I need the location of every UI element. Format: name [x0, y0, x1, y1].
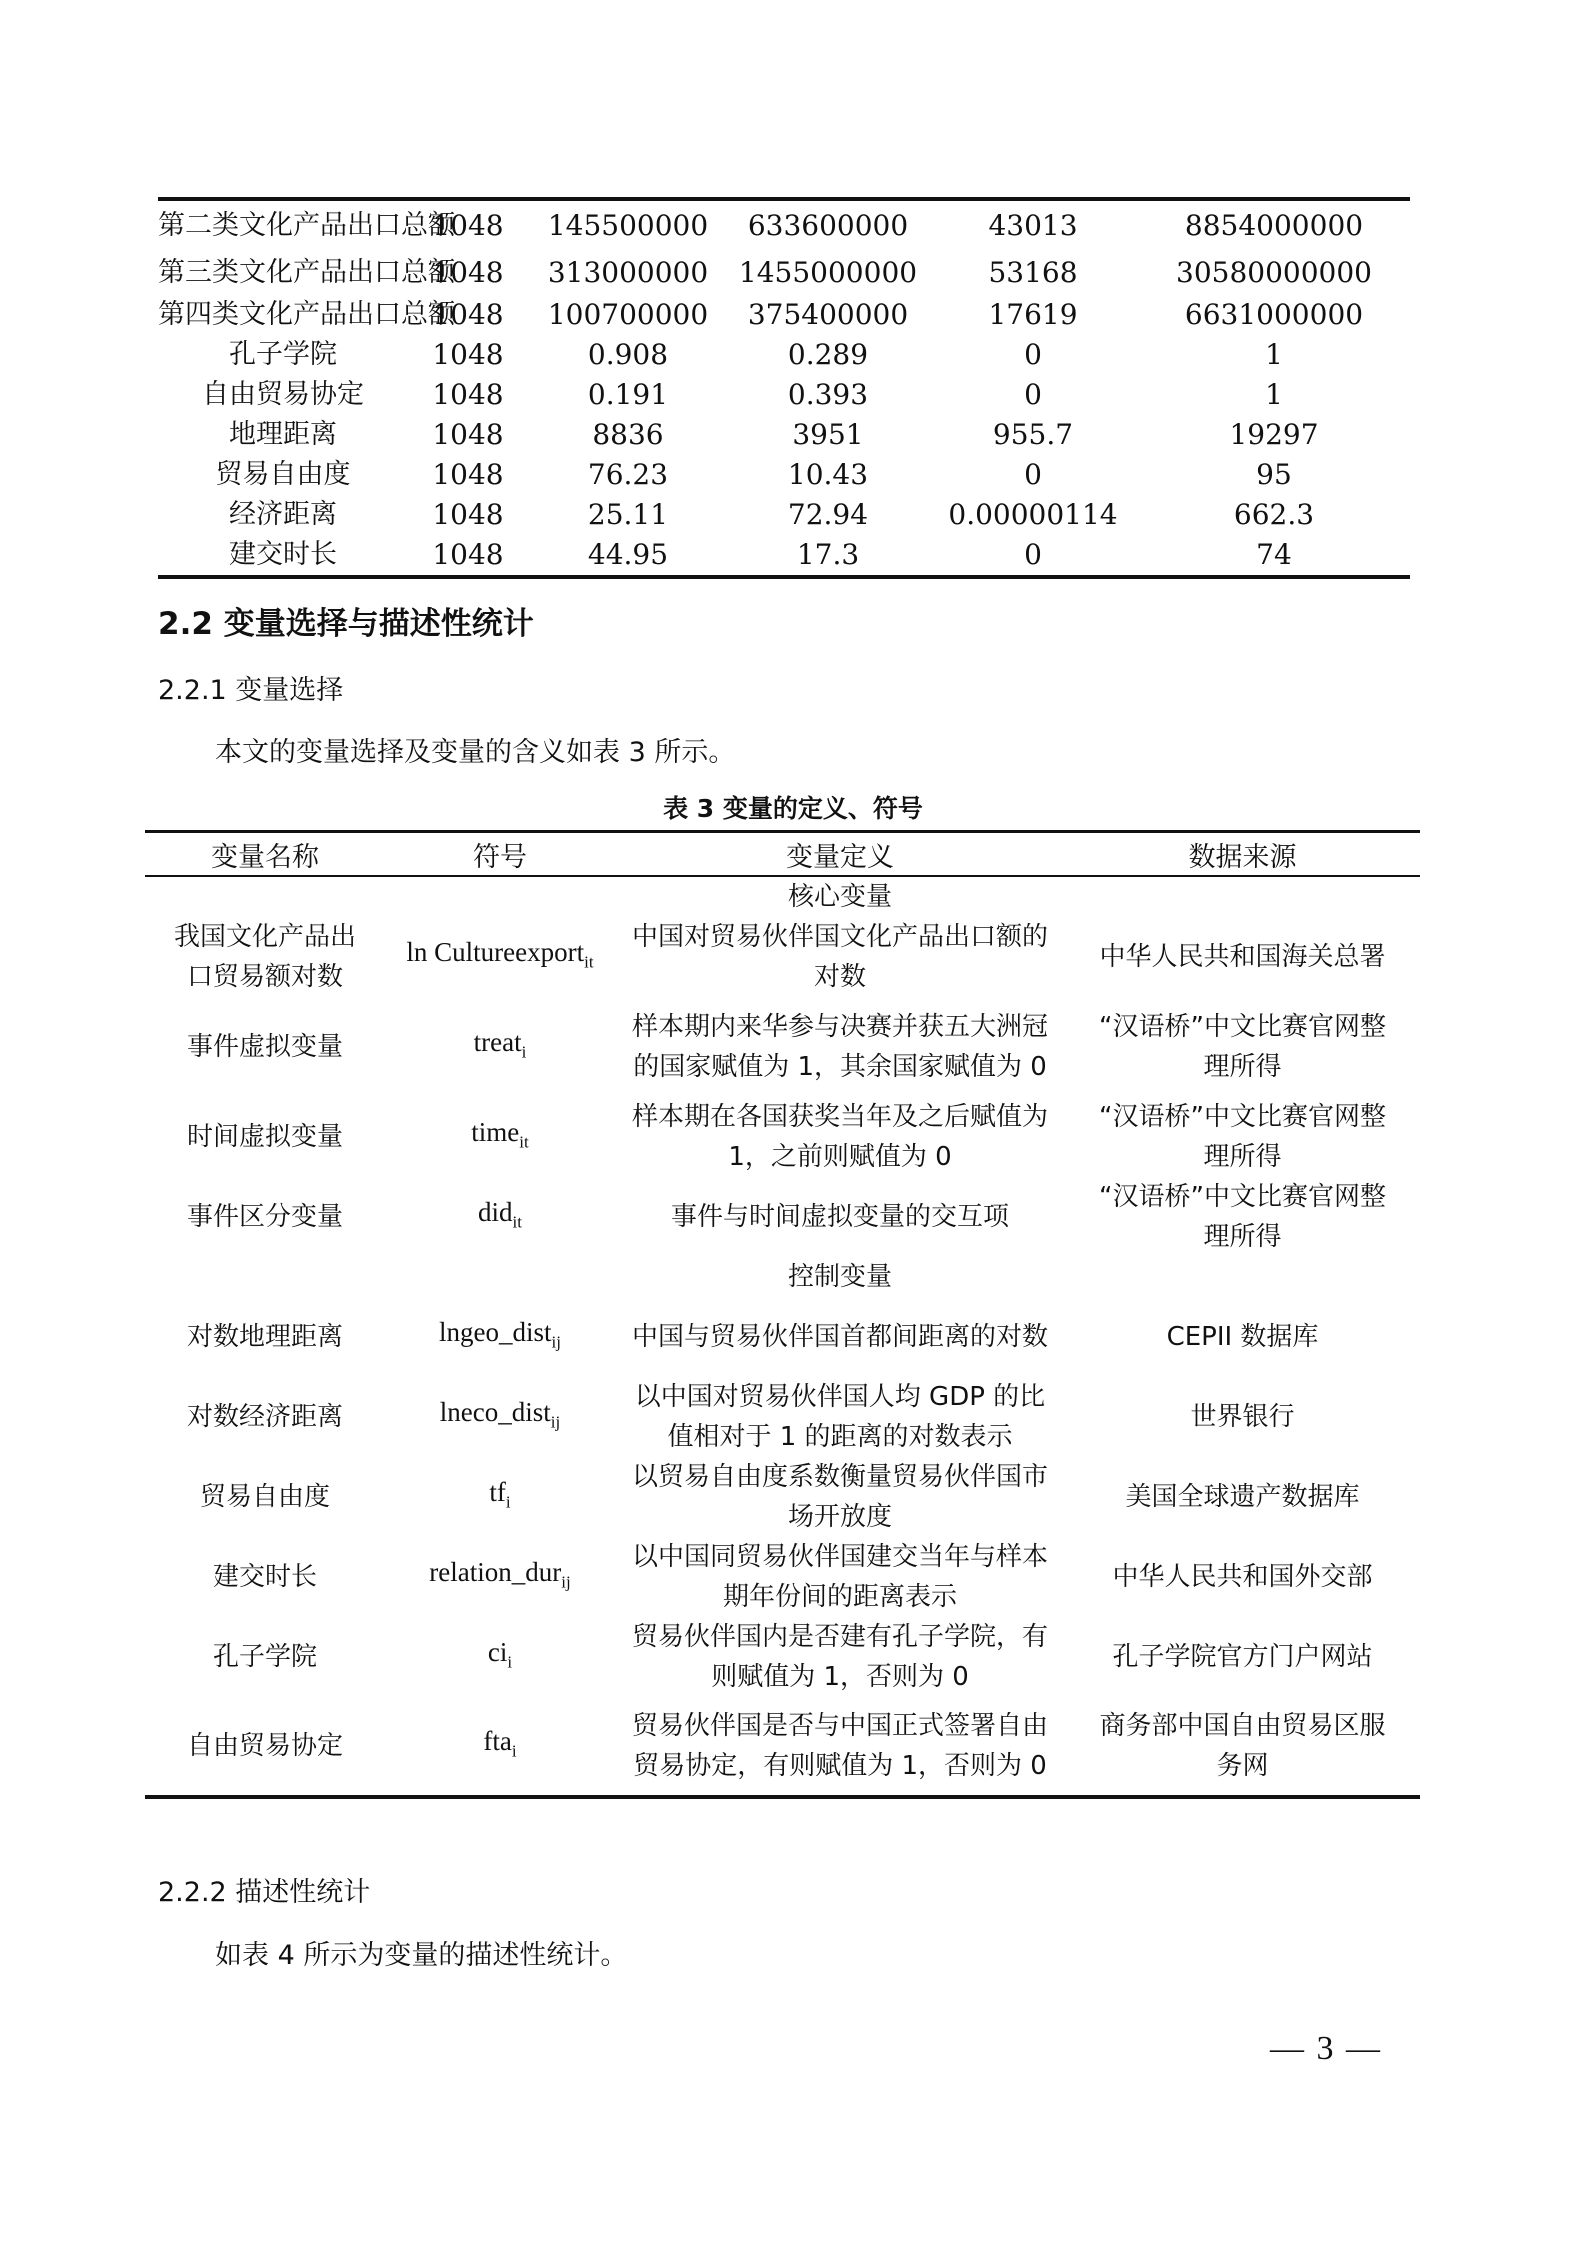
stats-cell-n: 1048: [432, 538, 504, 571]
data-source: 美国全球遗产数据库: [1125, 1482, 1360, 1512]
stats-cell-n: 1048: [432, 256, 504, 289]
data-source: 世界银行: [1190, 1402, 1295, 1432]
variable-name: 我国文化产品出口贸易额对数: [173, 922, 356, 992]
paragraph-descriptive-stats: 如表 4 所示为变量的描述性统计。: [215, 1940, 628, 1971]
variable-name: 建交时长: [212, 1562, 317, 1592]
variable-definition: 以中国对贸易伙伴国人均 GDP 的比值相对于 1 的距离的对数表示: [634, 1382, 1046, 1452]
header-definition: 变量定义: [615, 832, 1065, 877]
stats-cell-n: 1048: [432, 418, 504, 451]
stats-cell-name: 建交时长: [229, 539, 337, 570]
stats-cell-max: 95: [1256, 458, 1292, 491]
variable-definition: 中国与贸易伙伴国首都间距离的对数: [631, 1322, 1048, 1352]
stats-cell-n: 1048: [432, 498, 504, 531]
data-source: “汉语桥”中文比赛官网整理所得: [1099, 1182, 1386, 1252]
variable-symbol: [385, 1457, 615, 1537]
stats-cell-n: 1048: [432, 338, 504, 371]
section-heading: 2.2 变量选择与描述性统计: [158, 606, 534, 642]
stats-cell-name: 第二类文化产品出口总额: [158, 210, 455, 241]
variable-symbol: [385, 1617, 615, 1697]
header-symbol: 符号: [385, 832, 615, 877]
variable-name: 对数地理距离: [186, 1322, 343, 1352]
page-number: — 3 —: [1270, 2030, 1382, 2067]
variable-definition-table: [145, 830, 1420, 1799]
stats-row: [158, 295, 1410, 335]
stats-cell-n: 1048: [432, 298, 504, 331]
variable-definition: 贸易伙伴国是否与中国正式签署自由贸易协定，有则赋值为 1，否则为 0: [631, 1711, 1048, 1781]
paragraph-variable-selection: 本文的变量选择及变量的含义如表 3 所示。: [215, 737, 736, 768]
stats-cell-n: 1048: [432, 458, 504, 491]
stats-row: [158, 455, 1410, 495]
symbol-text: tf: [489, 1476, 506, 1507]
stats-cell-sd: 3951: [792, 418, 864, 451]
variable-name: 时间虚拟变量: [186, 1122, 343, 1152]
data-source: 中华人民共和国外交部: [1112, 1562, 1373, 1592]
stats-cell-name: 经济距离: [229, 499, 337, 530]
header-source: 数据来源: [1065, 832, 1420, 877]
stats-cell-name: 贸易自由度: [215, 459, 351, 490]
stats-row: [158, 495, 1410, 535]
variable-symbol: [385, 1697, 615, 1797]
symbol-subscript: i: [511, 1741, 517, 1761]
stats-cell-min: 0: [1024, 538, 1042, 571]
variable-symbol: [385, 1297, 615, 1377]
stats-cell-min: 0: [1024, 378, 1042, 411]
subsection-heading-descriptive-stats: 2.2.2 描述性统计: [158, 1877, 371, 1908]
symbol-subscript: ij: [551, 1332, 561, 1352]
data-source: 商务部中国自由贸易区服务网: [1099, 1711, 1386, 1781]
table-caption: 表 3 变量的定义、符号: [663, 794, 923, 823]
variable-name: 自由贸易协定: [186, 1731, 343, 1761]
group-label: 核心变量: [787, 882, 892, 912]
symbol-subscript: it: [512, 1212, 522, 1232]
group-spacer: [1065, 1257, 1420, 1297]
data-source: 中华人民共和国海关总署: [1099, 942, 1386, 972]
stats-row: [158, 415, 1410, 455]
stats-cell-mean: 0.191: [587, 378, 669, 411]
stats-cell-min: 955.7: [992, 418, 1074, 451]
stats-cell-max: 6631000000: [1184, 298, 1364, 331]
stats-cell-name: 第三类文化产品出口总额: [158, 257, 455, 288]
symbol-subscript: i: [505, 1492, 511, 1512]
stats-cell-min: 0: [1024, 338, 1042, 371]
stats-cell-min: 17619: [988, 298, 1078, 331]
variable-row: [145, 997, 1420, 1097]
symbol-text: lneco_dist: [439, 1396, 551, 1427]
stats-cell-name: 地理距离: [229, 419, 337, 450]
stats-cell-sd: 1455000000: [738, 256, 918, 289]
symbol-subscript: it: [584, 952, 594, 972]
summary-stats-table: [158, 197, 1410, 579]
stats-cell-mean: 145500000: [547, 209, 709, 242]
variable-name: 事件虚拟变量: [186, 1032, 343, 1062]
data-source: CEPII 数据库: [1166, 1322, 1319, 1352]
group-row-core: [145, 876, 1420, 917]
stats-cell-min: 43013: [988, 209, 1078, 242]
variable-symbol: [385, 1097, 615, 1177]
symbol-text: treat: [473, 1026, 522, 1057]
variable-definition: 样本期在各国获奖当年及之后赋值为 1，之前则赋值为 0: [631, 1102, 1048, 1172]
stats-cell-sd: 375400000: [747, 298, 909, 331]
stats-cell-sd: 17.3: [796, 538, 860, 571]
group-spacer: [1065, 876, 1420, 917]
stats-cell-max: 74: [1256, 538, 1292, 571]
group-label: 控制变量: [787, 1262, 892, 1292]
stats-row: [158, 535, 1410, 577]
subsection-heading-variable-selection: 2.2.1 变量选择: [158, 675, 344, 706]
stats-cell-name: 自由贸易协定: [202, 379, 364, 410]
symbol-subscript: i: [507, 1652, 513, 1672]
variable-symbol: [385, 997, 615, 1097]
variable-row: [145, 1097, 1420, 1177]
stats-cell-mean: 313000000: [547, 256, 709, 289]
symbol-text: lngeo_dist: [439, 1316, 552, 1347]
symbol-text: relation_dur: [429, 1556, 562, 1587]
symbol-text: fta: [483, 1725, 512, 1756]
stats-cell-min: 0: [1024, 458, 1042, 491]
stats-cell-name: 孔子学院: [229, 339, 337, 370]
symbol-text: did: [478, 1196, 513, 1227]
variable-definition: 以贸易自由度系数衡量贸易伙伴国市场开放度: [631, 1462, 1048, 1532]
variable-symbol: [385, 1377, 615, 1457]
stats-row: [158, 251, 1410, 295]
stats-cell-max: 1: [1265, 338, 1283, 371]
variable-name: 孔子学院: [212, 1642, 317, 1672]
stats-cell-max: 1: [1265, 378, 1283, 411]
variable-definition: 贸易伙伴国内是否建有孔子学院，有则赋值为 1，否则为 0: [631, 1622, 1048, 1692]
symbol-text: ln Cultureexport: [406, 936, 585, 967]
group-spacer: [145, 1257, 615, 1297]
variable-name: 贸易自由度: [199, 1482, 330, 1512]
variable-row: [145, 1457, 1420, 1537]
stats-cell-max: 662.3: [1233, 498, 1315, 531]
variable-name: 对数经济距离: [186, 1402, 343, 1432]
data-source: “汉语桥”中文比赛官网整理所得: [1099, 1012, 1386, 1082]
stats-cell-sd: 633600000: [747, 209, 909, 242]
symbol-subscript: it: [519, 1132, 529, 1152]
variable-row: [145, 917, 1420, 997]
stats-cell-name: 第四类文化产品出口总额: [158, 299, 455, 330]
variable-name: 事件区分变量: [186, 1202, 343, 1232]
variable-row: [145, 1177, 1420, 1257]
variable-symbol: [385, 917, 615, 997]
group-spacer: [145, 876, 615, 917]
stats-cell-n: 1048: [432, 378, 504, 411]
stats-cell-mean: 44.95: [587, 538, 669, 571]
stats-cell-n: 1048: [432, 209, 504, 242]
data-source: “汉语桥”中文比赛官网整理所得: [1099, 1102, 1386, 1172]
stats-cell-mean: 25.11: [587, 498, 669, 531]
symbol-subscript: ij: [561, 1572, 571, 1592]
stats-cell-sd: 0.289: [787, 338, 869, 371]
stats-cell-sd: 72.94: [787, 498, 869, 531]
data-source: 孔子学院官方门户网站: [1112, 1642, 1373, 1672]
variable-definition: 事件与时间虚拟变量的交互项: [670, 1202, 1009, 1232]
stats-cell-sd: 0.393: [787, 378, 869, 411]
header-variable-name: 变量名称: [145, 832, 385, 877]
stats-cell-mean: 8836: [592, 418, 664, 451]
stats-row: [158, 375, 1410, 415]
stats-row: [158, 335, 1410, 375]
symbol-subscript: i: [521, 1042, 527, 1062]
stats-cell-sd: 10.43: [787, 458, 869, 491]
stats-cell-min: 0.00000114: [948, 498, 1118, 531]
variable-definition: 以中国同贸易伙伴国建交当年与样本期年份间的距离表示: [631, 1542, 1048, 1612]
stats-row: [158, 199, 1410, 251]
group-row-control: [145, 1257, 1420, 1297]
variable-definition: 样本期内来华参与决赛并获五大洲冠的国家赋值为 1，其余国家赋值为 0: [631, 1012, 1048, 1082]
variable-symbol: [385, 1537, 615, 1617]
variable-row: [145, 1617, 1420, 1697]
variable-definition: 中国对贸易伙伴国文化产品出口额的对数: [631, 922, 1048, 992]
symbol-subscript: ij: [550, 1412, 561, 1432]
stats-cell-max: 30580000000: [1176, 256, 1372, 289]
variable-row: [145, 1537, 1420, 1617]
stats-cell-max: 19297: [1229, 418, 1319, 451]
stats-cell-mean: 0.908: [587, 338, 669, 371]
symbol-text: ci: [487, 1636, 508, 1667]
variable-row: [145, 1697, 1420, 1797]
symbol-text: time: [471, 1116, 520, 1147]
stats-cell-min: 53168: [988, 256, 1078, 289]
variable-symbol: [385, 1177, 615, 1257]
stats-cell-mean: 100700000: [547, 298, 709, 331]
variable-row: [145, 1297, 1420, 1377]
stats-cell-mean: 76.23: [587, 458, 669, 491]
stats-cell-max: 8854000000: [1184, 209, 1364, 242]
variable-row: [145, 1377, 1420, 1457]
